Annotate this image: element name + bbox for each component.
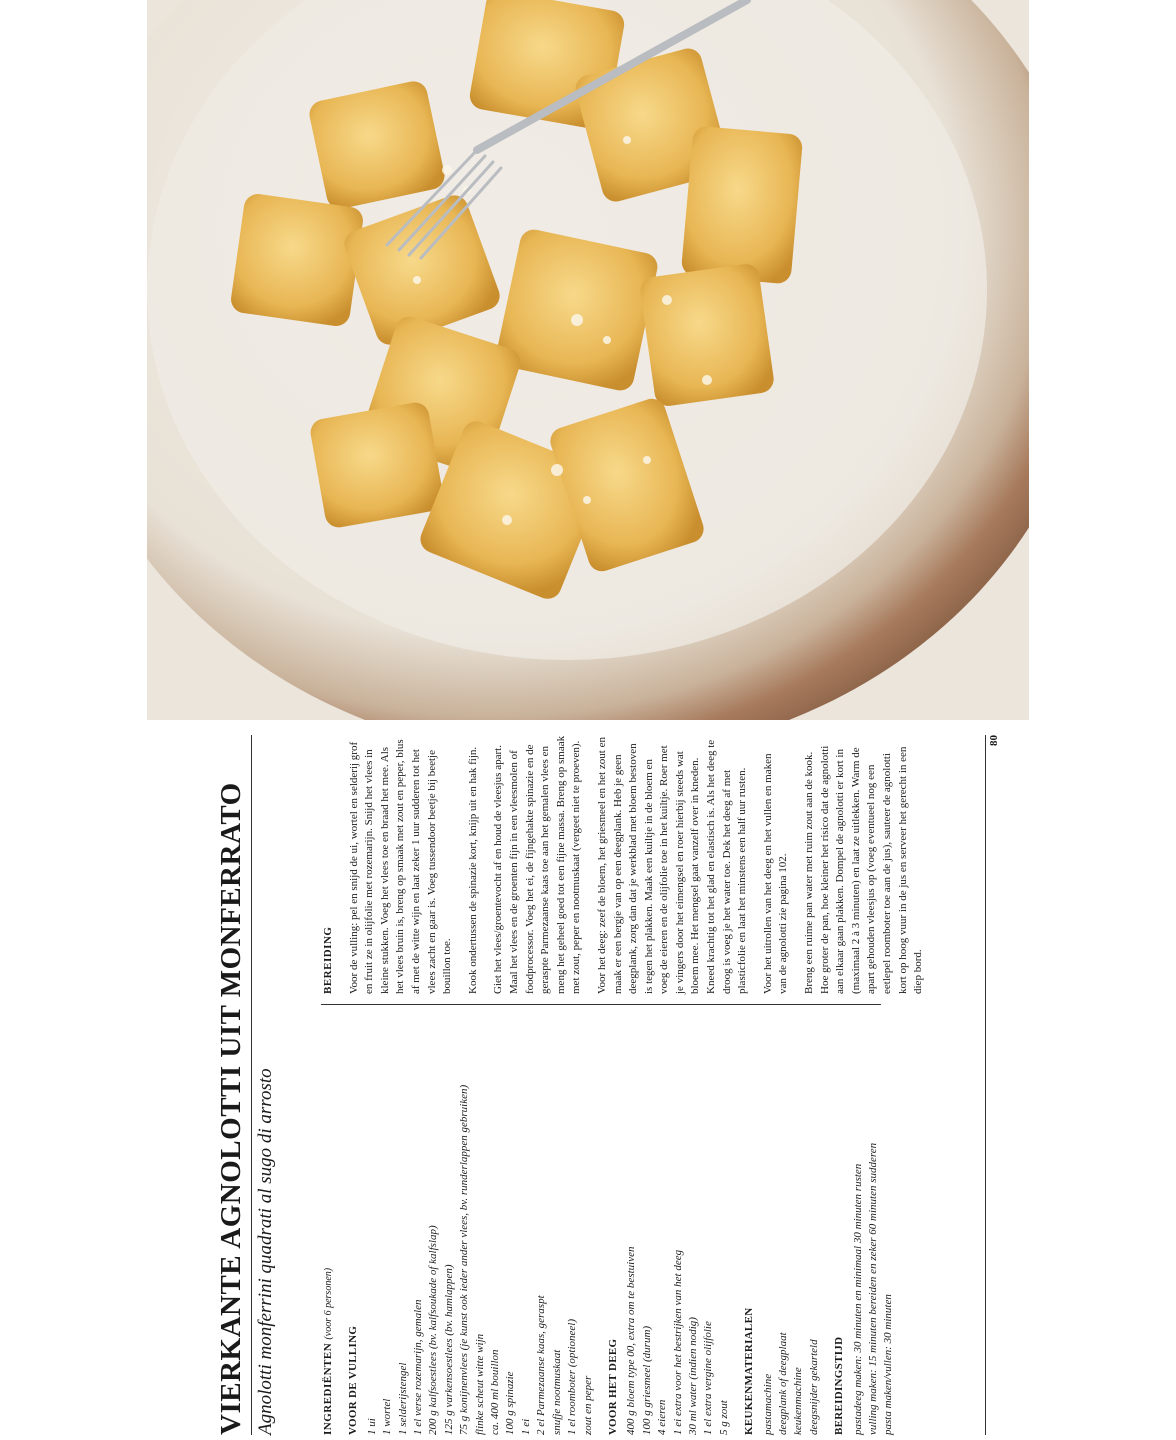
list-item: pastamachine [761,1373,774,1435]
list-item: flinke scheut witte wijn [473,1333,486,1435]
filling-list [365,1015,596,1435]
page-number: 80 [985,735,1000,1435]
method-paragraph: Voor de vulling: pel en snijd de ui, wortel en selderij grof en fruit ze in olijfolie met rozemarijn. Snijd het vlees in kleine stukken. Voeg het vlees toe en braad het mee. Als het vlees bruin is, breng op smaak met zout en peper, blus af met de witte wijn en laat zeker 1 uur sudderen tot het vlees zacht en gaar is. Voeg tussendoor beetje bij beetje bouillon toe. [347,739,454,994]
list-item: pastadeeg maken: 30 minuten en minimaal 30 minuten rusten [851,1163,864,1435]
list-item: 1 wortel [381,1398,394,1435]
list-item: 5 g zout [717,1400,730,1435]
prep-time-heading: BEREIDINGSTIJD [833,1336,846,1435]
kitchen-list [761,1015,823,1435]
list-item: 75 g konijnenvlees (je kunst ook ieder ander vlees, bv. runderlappen gebruiken) [458,1084,471,1435]
list-item: snufje nootmuskaat [550,1349,563,1435]
list-item: deegsnijder gekarteld [807,1339,820,1435]
dough-list [624,1015,732,1435]
list-item: zout en peper [581,1375,594,1435]
method-paragraph: Voor het deeg: zeef de bloem, het griesmeel en het zout en maak er een bergje van op een deegplank. Heb je geen deegplank, zorg dan dat je werkblad met bloem bestoven is tegen het plakken. Maak een kuiltje in de bloem en voeg de eieren en de olijfolie toe in het kuiltje. Roer met je vingers door het eimengsel en roer hierbij steeds wat bloem mee. Het mengsel gaat vanzelf over in kneden. Kneed krachtig tot het glad en elastisch is. Als het deeg te droog is voeg je het water toe. Dek het deeg af met plasticfolie en laat het minstens een half uur rusten. [595,737,749,994]
list-item: ca. 400 ml bouillon [489,1349,502,1435]
method-paragraph: Voor het uitrollen van het deeg en het vullen en maken van de agnolotti zie pagina 102. [761,753,790,994]
list-item: 1 el verse rozemarijn, gemalen [412,1299,425,1435]
method-paragraph: Kook ondertussen de spinazie kort, knijp uit en hak fijn. [466,746,479,994]
dough-heading: VOOR HET DEEG [606,1338,619,1435]
ingredients-heading [321,1015,336,1435]
list-item: 30 ml water (indien nodig) [686,1317,699,1435]
prep-time-list [851,1015,897,1435]
list-item: 1 ei extra voor het bestrijken van het deeg [671,1249,684,1435]
recipe-photo [147,0,1029,720]
list-item: pasta maken/vullen: 30 minuten [882,1294,895,1435]
recipe-title: VIERKANTE AGNOLOTTI UIT MONFERRATO [215,735,252,1435]
list-item: keukenmachine [792,1367,805,1435]
recipe-text-block [215,735,1005,1435]
method-paragraph: Breng een ruime pan water met ruim zout aan de kook. Hoe groter de pan, hoe kleiner het risico dat de agnolotti aan elkaar gaan plakken. Dompel de agnolotti er kort in (maximaal 2 à 3 minuten) en laat ze uitlekken. Warm de apart gehouden vleesjus op (voeg eventueel nog een eetlepel roomboter toe aan de jus), sauteer de agnolotti kort op hoog vuur in de jus en serveer het gerecht in een diep bord. [803,745,925,994]
ingredients-heading-text: INGREDIËNTEN [322,1342,334,1435]
list-item: 2 el Parmezaanse kaas, geraspt [535,1295,548,1435]
method-column [321,735,925,1005]
method-paragraph: Giet het vlees/groentevocht af en houd de vleesjus apart. Maal het vlees en de groenten fijn in een vleesmolen of foodprocessor. Voeg het ei, de fijngehakte spinazie en de geraspte Parmezaanse kaas toe aan het gemalen vlees en meng het geheel goed tot een fijne massa. Breng op smaak met zout, peper en nootmuskaat (vergeet niet te proeven). [492,735,583,994]
method-heading: BEREIDING [322,926,334,994]
list-item: 4 eieren [656,1399,669,1435]
list-item: 1 selderijstengel [396,1362,409,1435]
list-item: 400 g bloem type 00, extra om te bestuiven [625,1246,638,1435]
list-item: 125 g varkensoestlees (bv. hamlappen) [442,1264,455,1435]
agnolotti-plate-illustration [147,0,1029,720]
filling-heading: VOOR DE VULLING [347,1325,360,1435]
list-item: deegplank of deegplaat [776,1332,789,1435]
list-item: 1 el roomboter (optioneel) [566,1319,579,1435]
list-item: 100 g spinazie [504,1371,517,1435]
ingredients-column [321,1015,897,1435]
list-item: 200 g kalfsoestlees (bv. kalfsoukade of kalfslap) [427,1225,440,1435]
list-item: 1 ei [519,1418,532,1435]
list-item: 1 ui [365,1418,378,1435]
servings-note: (voor 6 personen) [323,1267,334,1340]
list-item: vulling maken: 15 minuten bereiden en zeker 60 minuten sudderen [867,1142,879,1435]
kitchen-heading: KEUKENMATERIALEN [743,1307,756,1435]
list-item: 1 el extra vergine olijfolie [702,1321,715,1435]
list-item: 100 g griesmeel (durum) [640,1325,653,1435]
recipe-subtitle: Agnolotti monferrini quadrati al sugo di arrosto [255,1068,276,1435]
